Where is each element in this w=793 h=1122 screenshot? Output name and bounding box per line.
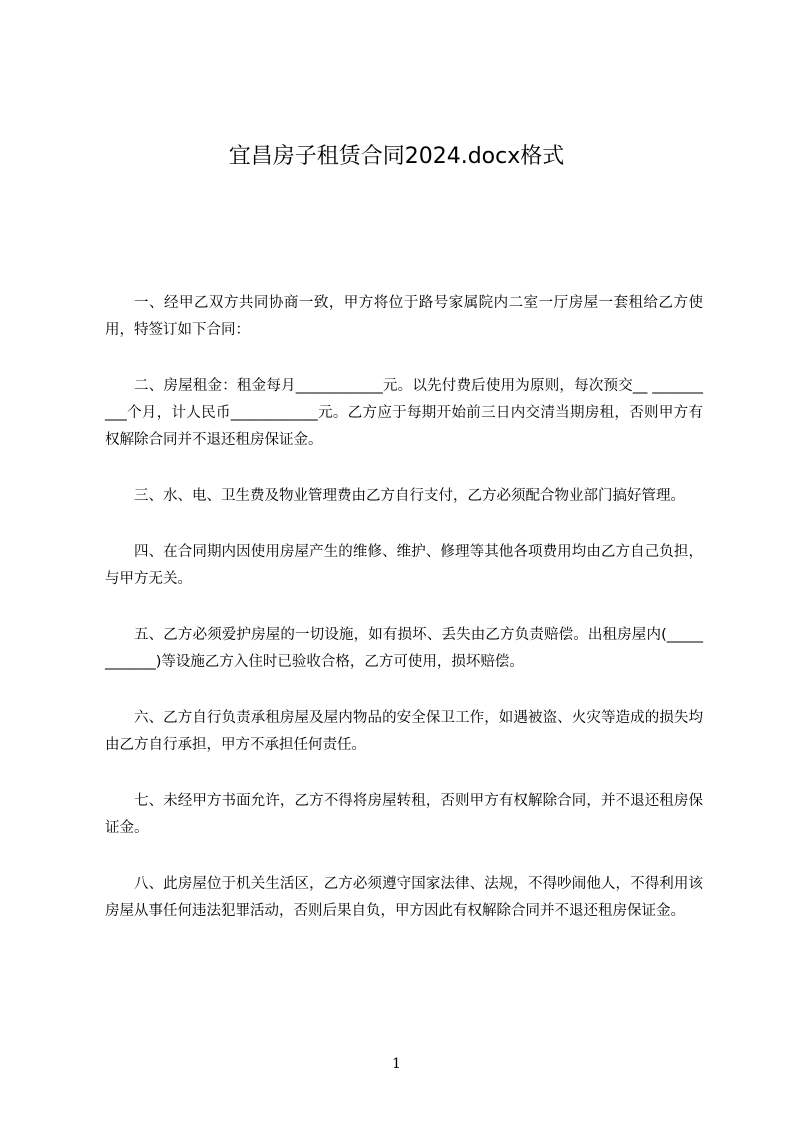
clause-1: 一、经甲乙双方共同协商一致，甲方将位于路号家属院内二室一厅房屋一套租给乙方使用，特签订如下合同： — [105, 295, 703, 338]
document-body — [105, 290, 703, 954]
clause-8: 八、此房屋位于机关生活区，乙方必须遵守国家法律、法规，不得吵闹他人，不得利用该房屋从事任何违法犯罪活动，否则后果自负，甲方因此有权解除合同并不退还租房保证金。 — [105, 876, 703, 919]
document-title: 宜昌房子租赁合同2024.docx格式 — [228, 144, 565, 169]
clause-4: 四、在合同期内因使用房屋产生的维修、维护、修理等其他各项费用均由乙方自己负担，与甲方无关。 — [105, 544, 703, 587]
clause-6: 六、乙方自行负责承租房屋及屋内物品的安全保卫工作，如遇被盗、火灾等造成的损失均由乙方自行承担，甲方不承担任何责任。 — [105, 710, 703, 753]
clause-7: 七、未经甲方书面允许，乙方不得将房屋转租，否则甲方有权解除合同，并不退还租房保证金。 — [105, 793, 703, 836]
clause-5: 五、乙方必须爱护房屋的一切设施，如有损坏、丢失由乙方负责赔偿。出租房屋内(____________)等设施乙方入住时已验收合格，乙方可使用，损坏赔偿。 — [105, 627, 703, 670]
clause-3: 三、水、电、卫生费及物业管理费由乙方自行支付，乙方必须配合物业部门搞好管理。 — [134, 488, 685, 504]
page-number: 1 — [392, 1056, 401, 1072]
clause-2: 二、房屋租金：租金每月____________元。以先付费后使用为原则，每次预交__ __________个月，计人民币____________元。乙方应于每期开始前三日内交清当期房租，否则甲方有权解除合同并不退还租房保证金。 — [105, 378, 703, 448]
